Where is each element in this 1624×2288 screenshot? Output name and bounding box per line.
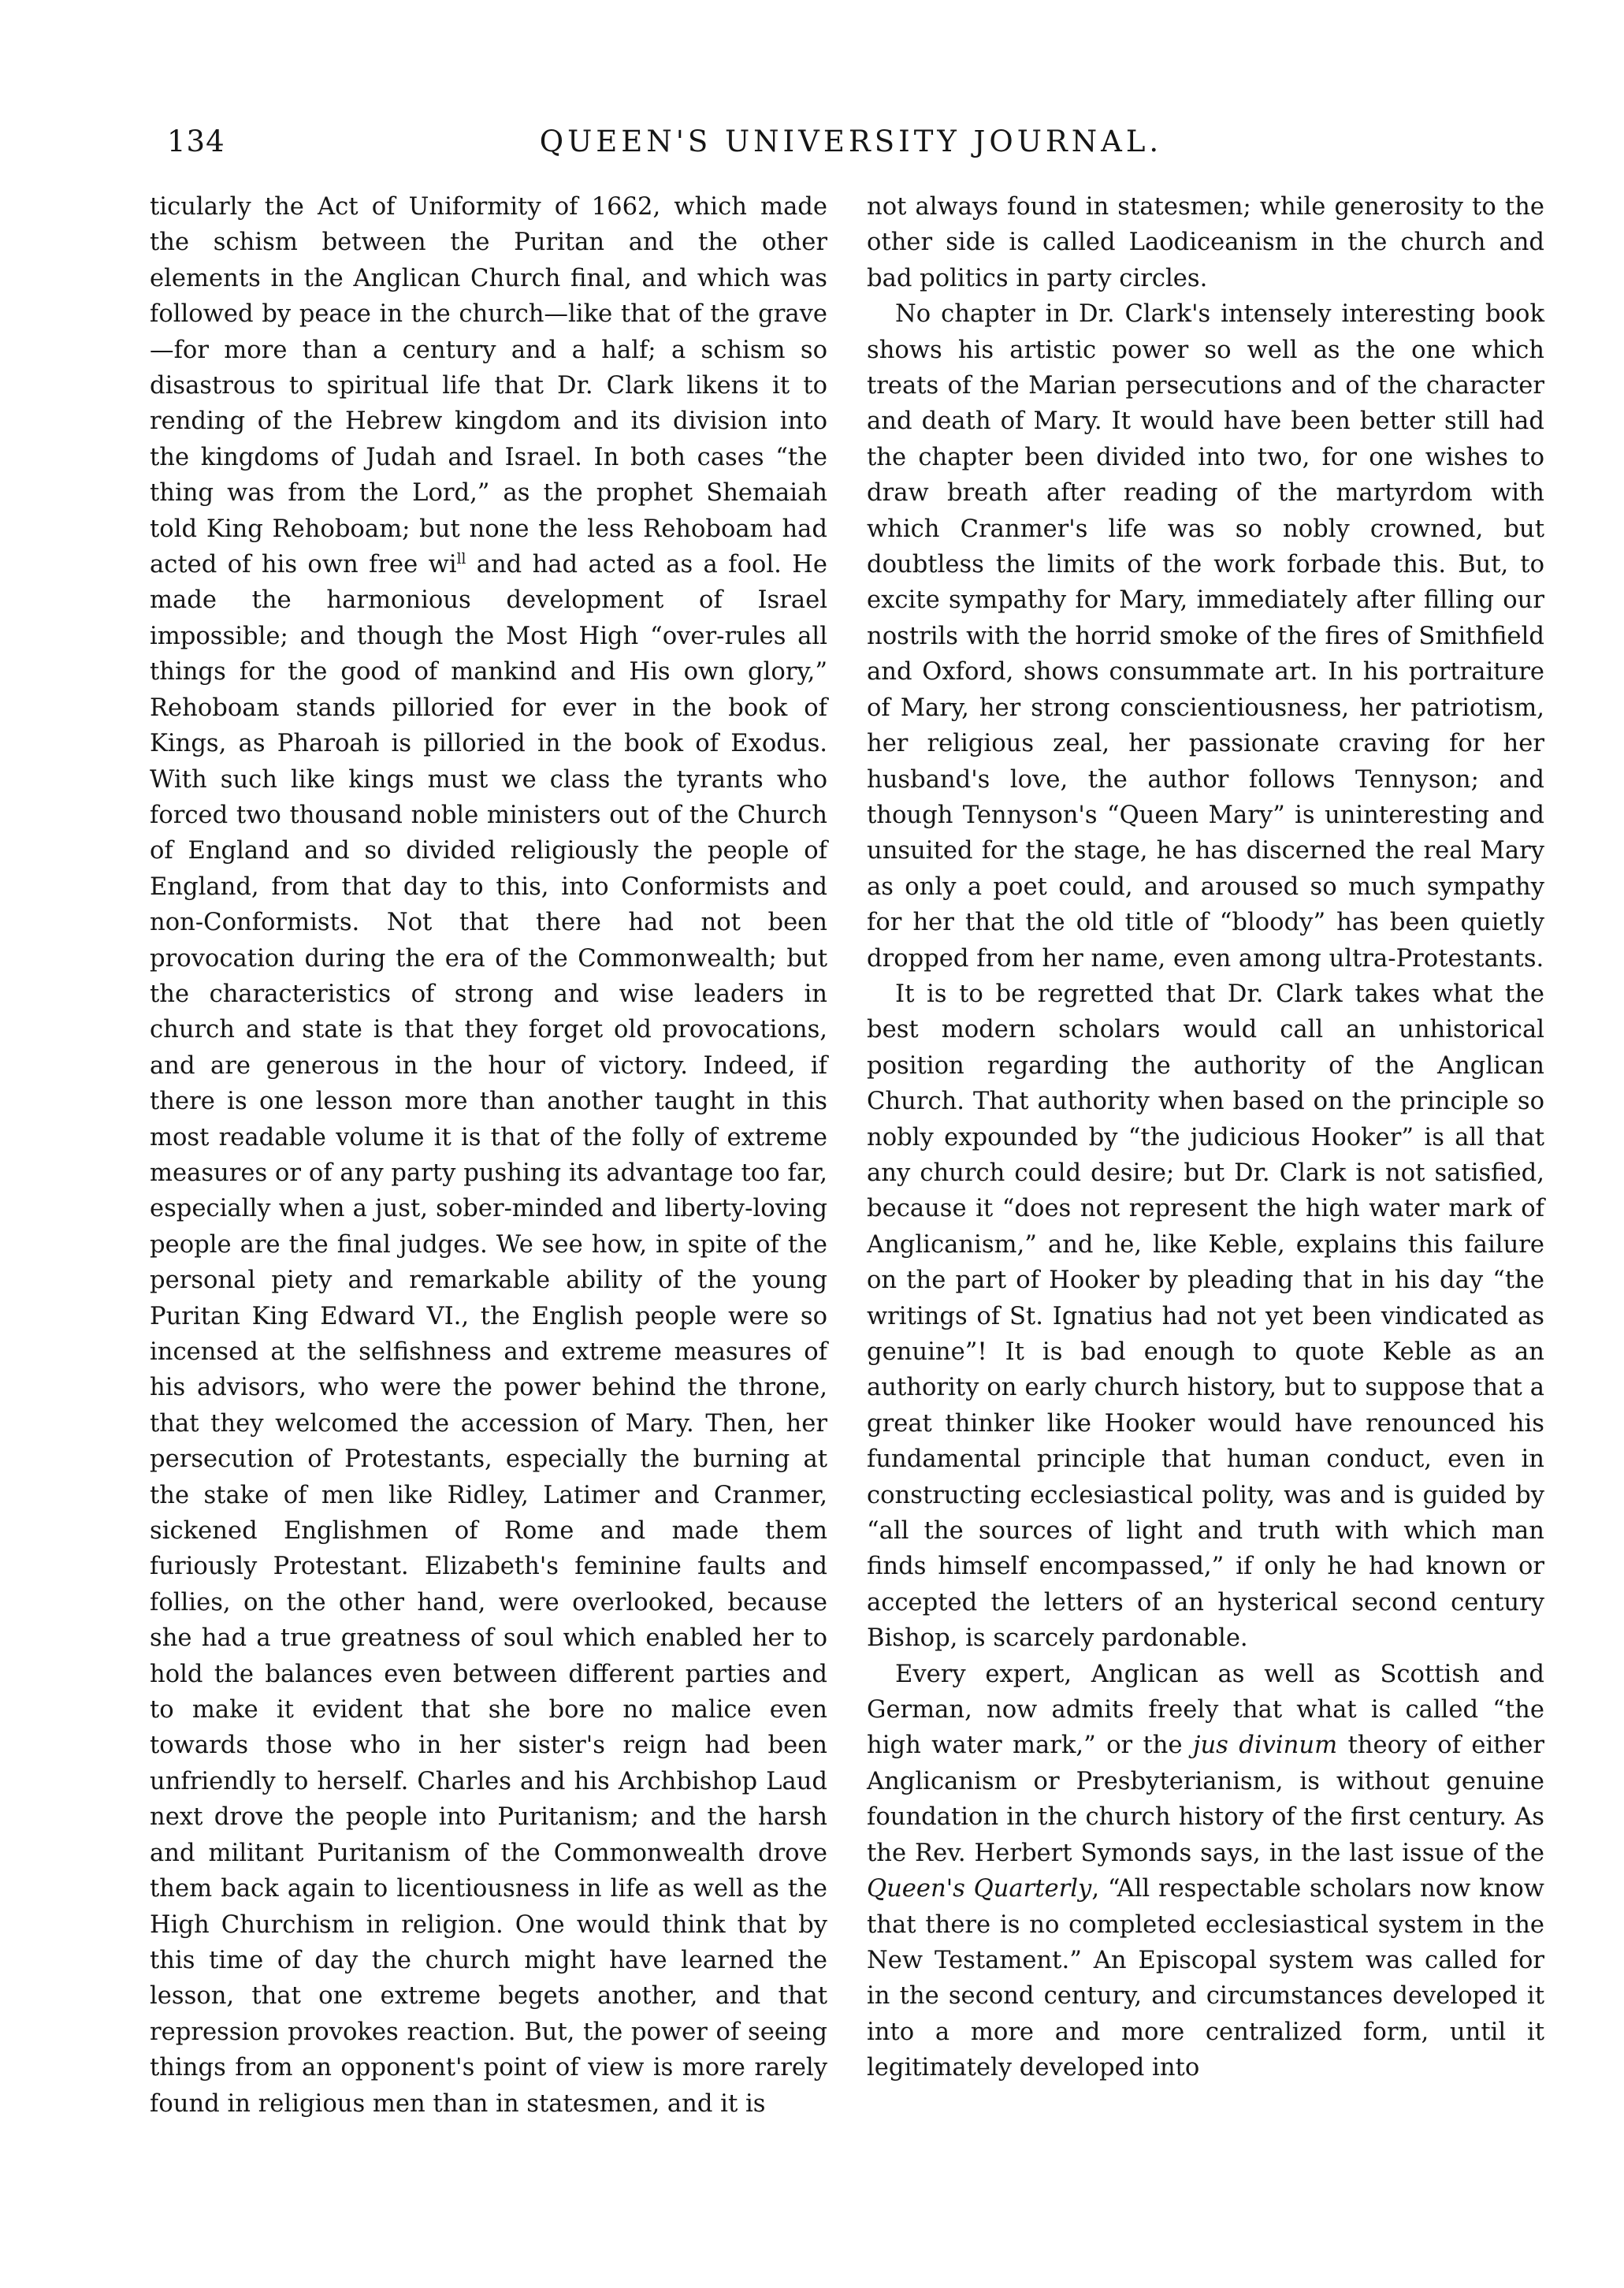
journal-title: QUEEN'S UNIVERSITY JOURNAL.: [539, 125, 1163, 158]
running-header: [150, 118, 1552, 166]
right-paragraph-4-text-a: Every expert, Anglican as well as Scottish and German, now admits freely that what is called “the high water mark,” or the: [867, 1660, 1544, 1760]
jus-divinum-italic: jus divinum: [1192, 1732, 1338, 1760]
left-column: [150, 189, 827, 2122]
left-paragraph-1-text-a: ticularly the Act of Uniformity of 1662, which made the schism between the Puritan and the other elements in the Anglican Church final, and which was followed by peace in the church—like that of the grave—for more than a century and a half; a schism so disastrous to spiritual life that Dr. Clark likens it to rending of the Hebrew kingdom and its division into the kingdoms of Judah and Israel. In both cases “the thing was from the Lord,” as the prophet Shemaiah told King Rehoboam; but none the less Rehoboam had acted of his own free wi: [150, 193, 827, 579]
right-paragraph-2: No chapter in Dr. Clark's intensely interesting book shows his artistic power so well as the one which treats of the Marian persecutions and of the character and death of Mary. It would have been better still had the chapter been divided into two, for one wishes to draw breath after reading of the martyrdom with which Cranmer's life was so nobly crowned, but doubtless the limits of the work forbade this. But, to excite sympathy for Mary, immediately after filling our nostrils with the horrid smoke of the fires of Smithfield and Oxford, shows consummate art. In his portraiture of Mary, her strong conscientiousness, her patriotism, her religious zeal, her passionate craving for her husband's love, the author follows Tennyson; and though Tennyson's “Queen Mary” is uninteresting and unsuited for the stage, he has discerned the real Mary as only a poet could, and aroused so much sympathy for her that the old title of “bloody” has been quietly dropped from her name, even among ultra-Protestants.: [867, 300, 1544, 973]
page-number: 134: [167, 125, 225, 158]
right-paragraph-3: It is to be regretted that Dr. Clark takes what the best modern scholars would call an unhistorical position regarding the authority of the Anglican Church. That authority when based on the principle so nobly expounded by “the judicious Hooker” is all that any church could desire; but Dr. Clark is not satisfied, because it “does not represent the high water mark of Anglicanism,” and he, like Keble, explains this failure on the part of Hooker by pleading that in his day “the writings of St. Ignatius had not yet been vindicated as genuine”! It is bad enough to quote Keble as an authority on early church history, but to suppose that a great thinker like Hooker would have renounced his fundamental principle that human conduct, even in constructing ecclesiastical polity, was and is guided by “all the sources of light and truth with which man finds himself encompassed,” if only he had known or accepted the letters of an hysterical second century Bishop, is scarcely pardonable.: [867, 980, 1544, 1653]
right-column: [867, 189, 1544, 2086]
right-paragraph-4-text-b: theory of either Anglicanism or Presbyterianism, is without genuine foundation in the church history of the first century. As the Rev. Herbert Symonds says, in the last issue of the: [867, 1732, 1544, 1867]
right-paragraph-4-text-c: , “All respectable scholars now know that there is no completed ecclesiastical system in the New Testament.” An Episcopal system was called for in the second century, and circumstances developed it into a more and more centralized form, until it legitimately developed into: [867, 1875, 1544, 2082]
queens-quarterly-italic: Queen's Quarterly: [867, 1875, 1092, 1903]
right-paragraph-4: [867, 1657, 1544, 2086]
left-paragraph-1-text-b: and had acted as a fool. He made the harmonious development of Israel impossible; and though the Most High “over-rules all things for the good of mankind and His own glory,” Rehoboam stands pilloried for ever in the book of Kings, as Pharoah is pilloried in the book of Exodus. With such like kings must we class the tyrants who forced two thousand noble ministers out of the Church of England and so divided religiously the people of England, from that day to this, into Conformists and non-Conformists. Not that there had not been provocation during the era of the Commonwealth; but the characteristics of strong and wise leaders in church and state is that they forget old provocations, and are generous in the hour of victory. Indeed, if there is one lesson more than another taught in this most readable volume it is that of the folly of extreme measures or of any party pushing its advantage too far, especially when a just, sober-minded and liberty-loving people are the final judges. We see how, in spite of the personal piety and remarkable ability of the young Puritan King Edward VI., the English people were so incensed at the selfishness and extreme measures of his advisors, who were the power behind the throne, that they welcomed the accession of Mary. Then, her persecution of Protestants, especially the burning at the stake of men like Ridley, Latimer and Cranmer, sickened Englishmen of Rome and made them furiously Protestant. Elizabeth's feminine faults and follies, on the other hand, were overlooked, because she had a true greatness of soul which enabled her to hold the balances even between different parties and to make it evident that she bore no malice even towards those who in her sister's reign had been unfriendly to herself. Charles and his Archbishop Laud next drove the people into Puritanism; and the harsh and militant Puritanism of the Commonwealth drove them back again to licentiousness in life as well as the High Churchism in religion. One would think that by this time of day the church might have learned the lesson, that one extreme begets another, and that repression provokes reaction. But, the power of seeing things from an opponent's point of view is more rarely found in religious men than in statesmen, and it is: [150, 551, 827, 2118]
left-paragraph-1: [150, 189, 827, 2122]
right-paragraph-1: not always found in statesmen; while generosity to the other side is called Laodiceanism in the church and bad politics in party circles.: [867, 193, 1544, 292]
superscript-text: ll: [456, 550, 466, 567]
